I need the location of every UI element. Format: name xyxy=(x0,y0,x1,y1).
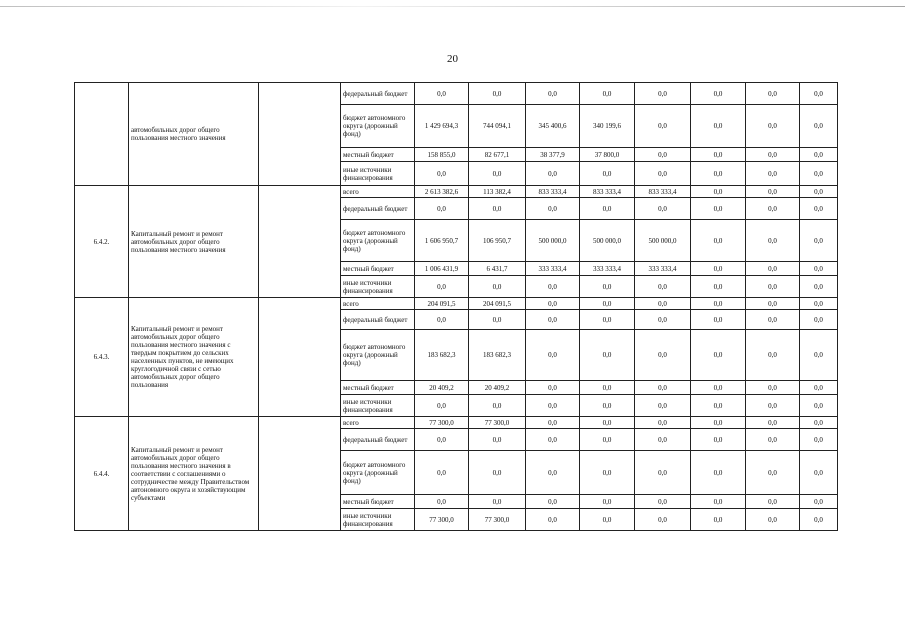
value-cell: 0,0 xyxy=(526,395,580,417)
value-cell: 0,0 xyxy=(580,451,635,495)
value-cell: 0,0 xyxy=(691,262,746,276)
value-cell: 0,0 xyxy=(580,162,635,186)
value-cell: 833 333,4 xyxy=(580,186,635,198)
value-cell: 0,0 xyxy=(691,148,746,162)
value-cell: 0,0 xyxy=(800,162,838,186)
value-cell: 833 333,4 xyxy=(635,186,691,198)
value-cell: 0,0 xyxy=(691,220,746,262)
value-cell: 0,0 xyxy=(635,429,691,451)
value-cell: 0,0 xyxy=(635,495,691,509)
value-cell: 0,0 xyxy=(415,429,469,451)
value-cell: 0,0 xyxy=(800,186,838,198)
value-cell: 0,0 xyxy=(580,417,635,429)
value-cell: 37 800,0 xyxy=(580,148,635,162)
value-cell: 0,0 xyxy=(635,417,691,429)
value-cell: 0,0 xyxy=(800,105,838,148)
value-cell: 0,0 xyxy=(415,198,469,220)
value-cell: 0,0 xyxy=(800,220,838,262)
value-cell: 0,0 xyxy=(469,429,526,451)
value-cell: 0,0 xyxy=(800,148,838,162)
value-cell: 2 613 382,6 xyxy=(415,186,469,198)
value-cell: 0,0 xyxy=(800,310,838,330)
value-cell: 0,0 xyxy=(526,495,580,509)
value-cell: 0,0 xyxy=(526,310,580,330)
value-cell: 0,0 xyxy=(800,495,838,509)
value-cell: 158 855,0 xyxy=(415,148,469,162)
funding-source: бюджет автономного округа (дорожный фонд) xyxy=(341,330,415,381)
value-cell: 0,0 xyxy=(635,148,691,162)
funding-source: иные источники финансирования xyxy=(341,276,415,298)
value-cell: 0,0 xyxy=(635,198,691,220)
value-cell: 0,0 xyxy=(526,298,580,310)
value-cell: 113 382,4 xyxy=(469,186,526,198)
table-row xyxy=(75,417,838,429)
value-cell: 0,0 xyxy=(635,83,691,105)
value-cell: 1 429 694,3 xyxy=(415,105,469,148)
value-cell: 0,0 xyxy=(469,83,526,105)
value-cell: 183 682,3 xyxy=(469,330,526,381)
value-cell: 0,0 xyxy=(691,298,746,310)
value-cell: 0,0 xyxy=(526,198,580,220)
value-cell: 0,0 xyxy=(415,276,469,298)
value-cell: 0,0 xyxy=(746,276,800,298)
value-cell: 0,0 xyxy=(691,381,746,395)
value-cell: 0,0 xyxy=(800,395,838,417)
value-cell: 0,0 xyxy=(580,198,635,220)
value-cell: 0,0 xyxy=(415,162,469,186)
section-number: 6.4.4. xyxy=(75,417,129,531)
funding-source: местный бюджет xyxy=(341,495,415,509)
empty-cell xyxy=(259,186,341,298)
value-cell: 20 409,2 xyxy=(415,381,469,395)
scan-artifact-line xyxy=(0,6,905,7)
funding-source: федеральный бюджет xyxy=(341,310,415,330)
value-cell: 0,0 xyxy=(691,429,746,451)
value-cell: 0,0 xyxy=(746,429,800,451)
value-cell: 0,0 xyxy=(691,186,746,198)
value-cell: 0,0 xyxy=(800,262,838,276)
value-cell: 0,0 xyxy=(580,381,635,395)
value-cell: 0,0 xyxy=(746,148,800,162)
section-name: Капитальный ремонт и ремонт автомобильных дорог общего пользования местного значения с твердым покрытием до сельских населенных пунктов, не имеющих круглогодичной связи с сетью автомобильных дорог общего пользования xyxy=(129,298,259,417)
value-cell: 82 677,1 xyxy=(469,148,526,162)
funding-source: всего xyxy=(341,186,415,198)
value-cell: 0,0 xyxy=(469,310,526,330)
value-cell: 0,0 xyxy=(526,417,580,429)
section-name: Капитальный ремонт и ремонт автомобильных дорог общего пользования местного значения в соответствии с соглашениями о сотрудничестве между Правительством автономного округа и хозяйствующим субъектами xyxy=(129,417,259,531)
value-cell: 500 000,0 xyxy=(580,220,635,262)
value-cell: 333 333,4 xyxy=(635,262,691,276)
value-cell: 0,0 xyxy=(800,198,838,220)
value-cell: 0,0 xyxy=(580,330,635,381)
value-cell: 0,0 xyxy=(415,495,469,509)
value-cell: 0,0 xyxy=(635,298,691,310)
value-cell: 0,0 xyxy=(746,298,800,310)
value-cell: 0,0 xyxy=(746,310,800,330)
value-cell: 0,0 xyxy=(800,298,838,310)
value-cell: 0,0 xyxy=(800,83,838,105)
value-cell: 0,0 xyxy=(415,310,469,330)
funding-source: местный бюджет xyxy=(341,262,415,276)
funding-source: федеральный бюджет xyxy=(341,198,415,220)
value-cell: 0,0 xyxy=(800,451,838,495)
empty-cell xyxy=(259,417,341,531)
value-cell: 0,0 xyxy=(469,162,526,186)
value-cell: 0,0 xyxy=(800,276,838,298)
value-cell: 0,0 xyxy=(746,198,800,220)
section-name: автомобильных дорог общего пользования местного значения xyxy=(129,83,259,186)
value-cell: 0,0 xyxy=(635,310,691,330)
value-cell: 0,0 xyxy=(746,162,800,186)
value-cell: 204 091,5 xyxy=(415,298,469,310)
value-cell: 500 000,0 xyxy=(526,220,580,262)
section-number: 6.4.3. xyxy=(75,298,129,417)
value-cell: 0,0 xyxy=(526,451,580,495)
value-cell: 0,0 xyxy=(635,395,691,417)
value-cell: 0,0 xyxy=(746,330,800,381)
table-row xyxy=(75,186,838,198)
value-cell: 1 006 431,9 xyxy=(415,262,469,276)
value-cell: 0,0 xyxy=(469,198,526,220)
value-cell: 0,0 xyxy=(800,417,838,429)
value-cell: 0,0 xyxy=(746,83,800,105)
value-cell: 333 333,4 xyxy=(580,262,635,276)
value-cell: 0,0 xyxy=(580,395,635,417)
funding-source: местный бюджет xyxy=(341,381,415,395)
value-cell: 0,0 xyxy=(691,162,746,186)
value-cell: 20 409,2 xyxy=(469,381,526,395)
value-cell: 0,0 xyxy=(526,509,580,531)
value-cell: 0,0 xyxy=(526,83,580,105)
value-cell: 0,0 xyxy=(415,395,469,417)
value-cell: 0,0 xyxy=(746,186,800,198)
value-cell: 0,0 xyxy=(800,429,838,451)
value-cell: 0,0 xyxy=(580,310,635,330)
funding-source: бюджет автономного округа (дорожный фонд) xyxy=(341,105,415,148)
funding-source: федеральный бюджет xyxy=(341,83,415,105)
value-cell: 0,0 xyxy=(415,83,469,105)
empty-cell xyxy=(259,298,341,417)
value-cell: 0,0 xyxy=(691,198,746,220)
value-cell: 0,0 xyxy=(580,83,635,105)
value-cell: 0,0 xyxy=(691,495,746,509)
value-cell: 0,0 xyxy=(635,162,691,186)
value-cell: 77 300,0 xyxy=(469,417,526,429)
value-cell: 0,0 xyxy=(746,395,800,417)
funding-source: бюджет автономного округа (дорожный фонд) xyxy=(341,451,415,495)
financing-table xyxy=(74,82,838,531)
value-cell: 1 606 950,7 xyxy=(415,220,469,262)
value-cell: 0,0 xyxy=(526,429,580,451)
value-cell: 0,0 xyxy=(635,105,691,148)
value-cell: 6 431,7 xyxy=(469,262,526,276)
table-row xyxy=(75,298,838,310)
value-cell: 0,0 xyxy=(580,276,635,298)
value-cell: 0,0 xyxy=(415,451,469,495)
section-number: 6.4.2. xyxy=(75,186,129,298)
value-cell: 0,0 xyxy=(526,330,580,381)
value-cell: 0,0 xyxy=(800,330,838,381)
value-cell: 0,0 xyxy=(580,298,635,310)
funding-source: иные источники финансирования xyxy=(341,162,415,186)
value-cell: 0,0 xyxy=(635,451,691,495)
value-cell: 0,0 xyxy=(580,495,635,509)
value-cell: 0,0 xyxy=(691,395,746,417)
value-cell: 0,0 xyxy=(746,381,800,395)
funding-source: иные источники финансирования xyxy=(341,509,415,531)
value-cell: 744 094,1 xyxy=(469,105,526,148)
section-name: Капитальный ремонт и ремонт автомобильных дорог общего пользования местного значения xyxy=(129,186,259,298)
value-cell: 0,0 xyxy=(469,495,526,509)
value-cell: 0,0 xyxy=(635,509,691,531)
value-cell: 0,0 xyxy=(800,381,838,395)
value-cell: 204 091,5 xyxy=(469,298,526,310)
value-cell: 0,0 xyxy=(691,417,746,429)
value-cell: 183 682,3 xyxy=(415,330,469,381)
value-cell: 345 400,6 xyxy=(526,105,580,148)
value-cell: 0,0 xyxy=(526,381,580,395)
value-cell: 0,0 xyxy=(691,451,746,495)
funding-source: федеральный бюджет xyxy=(341,429,415,451)
value-cell: 77 300,0 xyxy=(415,509,469,531)
value-cell: 0,0 xyxy=(746,495,800,509)
funding-source: местный бюджет xyxy=(341,148,415,162)
value-cell: 0,0 xyxy=(746,451,800,495)
funding-source: бюджет автономного округа (дорожный фонд) xyxy=(341,220,415,262)
value-cell: 0,0 xyxy=(580,429,635,451)
section-number xyxy=(75,83,129,186)
funding-source: всего xyxy=(341,298,415,310)
table-row xyxy=(75,83,838,105)
value-cell: 0,0 xyxy=(469,451,526,495)
value-cell: 0,0 xyxy=(635,276,691,298)
value-cell: 77 300,0 xyxy=(469,509,526,531)
value-cell: 500 000,0 xyxy=(635,220,691,262)
value-cell: 0,0 xyxy=(580,509,635,531)
value-cell: 0,0 xyxy=(469,276,526,298)
value-cell: 0,0 xyxy=(635,330,691,381)
value-cell: 0,0 xyxy=(526,276,580,298)
value-cell: 106 950,7 xyxy=(469,220,526,262)
value-cell: 0,0 xyxy=(691,83,746,105)
value-cell: 0,0 xyxy=(746,105,800,148)
page-number: 20 xyxy=(447,53,458,65)
value-cell: 0,0 xyxy=(526,162,580,186)
value-cell: 0,0 xyxy=(691,330,746,381)
value-cell: 0,0 xyxy=(691,310,746,330)
value-cell: 0,0 xyxy=(691,509,746,531)
funding-source: всего xyxy=(341,417,415,429)
value-cell: 0,0 xyxy=(746,262,800,276)
value-cell: 0,0 xyxy=(800,509,838,531)
value-cell: 340 199,6 xyxy=(580,105,635,148)
empty-cell xyxy=(259,83,341,186)
value-cell: 0,0 xyxy=(746,417,800,429)
funding-source: иные источники финансирования xyxy=(341,395,415,417)
value-cell: 333 333,4 xyxy=(526,262,580,276)
value-cell: 0,0 xyxy=(635,381,691,395)
value-cell: 77 300,0 xyxy=(415,417,469,429)
value-cell: 0,0 xyxy=(469,395,526,417)
value-cell: 0,0 xyxy=(691,276,746,298)
value-cell: 0,0 xyxy=(746,220,800,262)
value-cell: 0,0 xyxy=(691,105,746,148)
value-cell: 0,0 xyxy=(746,509,800,531)
value-cell: 38 377,9 xyxy=(526,148,580,162)
value-cell: 833 333,4 xyxy=(526,186,580,198)
